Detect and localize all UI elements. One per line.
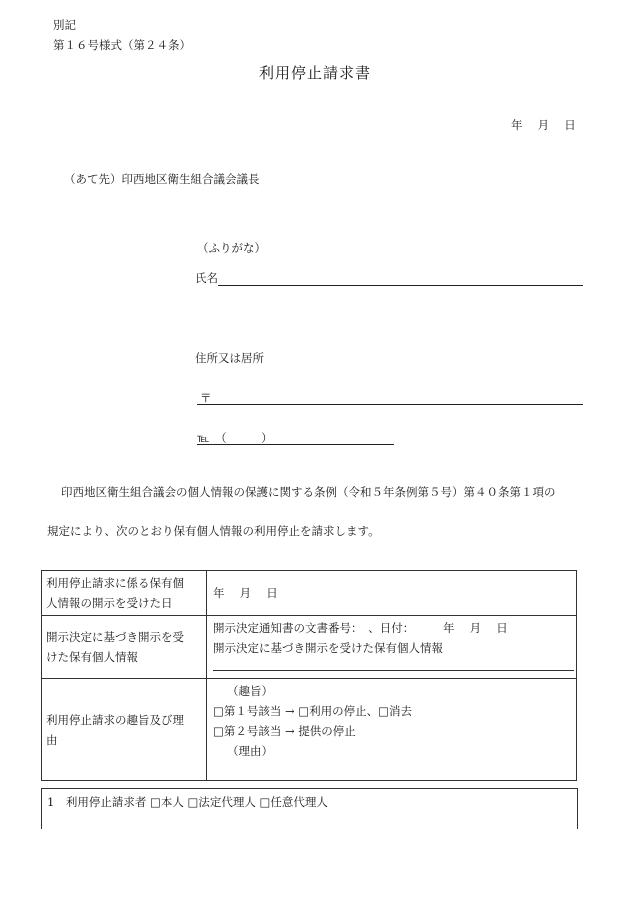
disclosed-info-label: 開示決定に基づき開示を受 けた保有個人情報 <box>42 616 207 679</box>
postal-mark: 〒 <box>200 391 212 405</box>
request-details-table <box>41 570 577 781</box>
requester-section <box>41 788 578 829</box>
option-article-1-checkbox[interactable]: □第１号該当 → □利用の停止、□消去 <box>213 704 413 718</box>
body-text-line-1: 印西地区衛生組合議会の個人情報の保護に関する条例（令和５年条例第５号）第４０条第１項の <box>61 485 556 499</box>
table-row <box>42 616 577 679</box>
form-number: 第１６号様式（第２４条） <box>53 38 191 52</box>
tel-label: ℡ （ ） <box>197 431 273 445</box>
disclosure-date-label: 利用停止請求に係る保有個 人情報の開示を受けた日 <box>42 571 207 616</box>
purpose-reason-field[interactable]: （趣旨） □第１号該当 → □利用の停止、□消去 □第２号該当 → 提供の停止 （理由） <box>207 679 577 781</box>
tel-field-line[interactable] <box>197 444 394 445</box>
requester-type-options[interactable]: 1 利用停止請求者 □本人 □法定代理人 □任意代理人 <box>47 795 328 809</box>
address-field-line[interactable] <box>197 404 583 405</box>
option-article-2-checkbox[interactable]: □第２号該当 → 提供の停止 <box>213 724 356 738</box>
name-field-line[interactable] <box>218 285 583 286</box>
name-label: 氏名 <box>195 271 218 285</box>
table-row <box>42 679 577 781</box>
address-label: 住所又は居所 <box>195 351 264 365</box>
annex-label: 別記 <box>53 18 76 32</box>
date-line: 年 月 日 <box>511 118 576 132</box>
purpose-reason-label: 利用停止請求の趣旨及び理 由 <box>42 679 207 781</box>
disclosed-info-line <box>213 670 574 671</box>
disclosed-info-field[interactable]: 開示決定通知書の文書番号： 、日付： 年 月 日 開示決定に基づき開示を受けた保有個人情報 <box>207 616 577 679</box>
addressee: （あて先）印西地区衛生組合議会議長 <box>64 172 260 186</box>
page-title: 利用停止請求書 <box>259 64 372 82</box>
body-text-line-2: 規定により、次のとおり保有個人情報の利用停止を請求します。 <box>47 524 380 538</box>
disclosure-date-field[interactable]: 年 月 日 <box>207 571 577 616</box>
furigana-label: （ふりがな） <box>197 241 266 255</box>
table-row <box>42 571 577 616</box>
